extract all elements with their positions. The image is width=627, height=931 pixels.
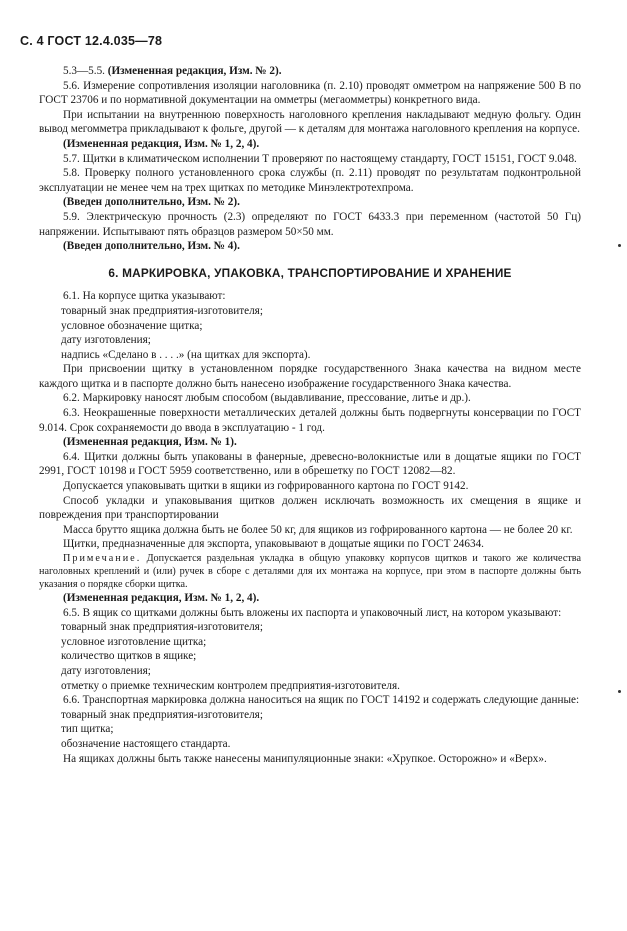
paragraph-5-6-foil: При испытании на внутреннюю поверхность наголовного крепления накладывают медную фольгу. Один вывод мегомметра прикладывают к фольге, другой — к деталям для монтажа наголовного крепления на корпусе. — [39, 108, 581, 136]
list-item-6-6: обозначение настоящего стандарта. — [61, 737, 231, 750]
edition-note-6-4 — [39, 591, 581, 606]
list-item-6-1: условное обозначение щитка; — [61, 319, 203, 332]
list-item-6-5: условное изготовление щитка; — [61, 635, 207, 648]
paragraph-5-9: 5.9. Электрическую прочность (2.3) определяют по ГОСТ 6433.3 при переменном (частотой 50 Гц) напряжении. Испытывают пять образцов размером 50×50 мм. — [39, 210, 581, 238]
paragraph-6-4: 6.4. Щитки должны быть упакованы в фанерные, древесно-волокнистые или в дощатые ящики по ГОСТ 2991, ГОСТ 10198 и ГОСТ 5959 соответственно, или в обрешетку по ГОСТ 12082—82. — [39, 450, 581, 478]
list-item-6-5: дату изготовления; — [61, 664, 151, 677]
paragraph-6-4-export: Щитки, предназначенные для экспорта, упаковывают в дощатые ящики по ГОСТ 24634. — [63, 538, 484, 551]
scan-dot — [618, 244, 621, 247]
list-item-6-6: тип щитка; — [61, 723, 114, 736]
list-item-6-5: товарный знак предприятия-изготовителя; — [61, 621, 263, 634]
list-item-6-1: товарный знак предприятия-изготовителя; — [61, 304, 263, 317]
list-item-6-1: надпись «Сделано в . . . .» (на щитках для экспорта). — [61, 348, 311, 361]
paragraph-6-6-signs: На ящиках должны быть также нанесены манипуляционные знаки: «Хрупкое. Осторожно» и «Верх». — [63, 752, 547, 765]
edition-note-5-9 — [39, 239, 581, 254]
edition-note: (Введен дополнительно, Изм. № 4). — [63, 240, 240, 253]
paragraph-6-2: 6.2. Маркировку наносят любым способом (выдавливание, прессование, литье и др.). — [63, 392, 471, 405]
document-body — [39, 64, 581, 766]
paragraph-6-5: 6.5. В ящик со щитками должны быть вложены их паспорта и упаковочный лист, на котором указывают: — [63, 606, 562, 619]
paragraph-5-3-5-5 — [39, 64, 581, 79]
list-item-6-5: количество щитков в ящике; — [61, 650, 197, 663]
paragraph-6-4-packing: Способ укладки и упаковывания щитков должен исключать возможность их смещения в ящике и повреждения при транспортировании — [39, 494, 581, 522]
paragraph-6-1-quality-mark: При присвоении щитку в установленном порядке государственного Знака качества на видном месте каждого щитка и в паспорте должно быть нанесено изображение государственного Знака качества. — [39, 363, 581, 390]
note-text: Допускается раздельная укладка в общую упаковку корпусов щитков и такого же количества наголовных креплений и (или) ручек в сборе с деталями для их монтажа на корпусе, при этом в паспорте должны быть указания о порядке сборки щитка. — [39, 553, 581, 590]
list-item-6-5: отметку о приемке техническим контролем предприятия-изготовителя. — [61, 679, 400, 692]
note-label: Примечание. — [63, 553, 142, 564]
paragraph-6-3: 6.3. Неокрашенные поверхности металлических деталей должны быть подвергнуты консервации по ГОСТ 9.014. Срок сохраняемости до ввода в эксплуатацию - 1 год. — [39, 407, 581, 434]
edition-note: (Измененная редакция, Изм. № 2). — [107, 65, 282, 77]
paragraph-6-6: 6.6. Транспортная маркировка должна наноситься на ящик по ГОСТ 14192 и содержать следующие данные: — [63, 694, 580, 707]
paragraph-5-8: 5.8. Проверку полного установленного срока службы (п. 2.11) проводят по результатам подконтрольной эксплуатации не менее чем на трех щитках по методике Минэлектротехпрома. — [39, 167, 581, 194]
paragraph-6-4-mass: Масса брутто ящика должна быть не более 50 кг, для ящиков из гофрированного картона — не более 20 кг. — [63, 523, 573, 536]
clause-number: 5.3—5.5. — [63, 65, 105, 77]
paragraph-6-4-cardboard: Допускается упаковывать щитки в ящики из гофрированного картона по ГОСТ 9142. — [63, 480, 469, 493]
edition-note-5-6 — [39, 137, 581, 152]
edition-note-5-8 — [39, 195, 581, 210]
list-item-6-6: товарный знак предприятия-изготовителя; — [61, 708, 263, 721]
list-item-6-1: дату изготовления; — [61, 334, 151, 347]
section-6-title: 6. МАРКИРОВКА, УПАКОВКА, ТРАНСПОРТИРОВАНИЕ И ХРАНЕНИЕ — [108, 265, 512, 280]
edition-note: (Введен дополнительно, Изм. № 2). — [63, 196, 240, 209]
paragraph-6-1: 6.1. На корпусе щитка указывают: — [63, 290, 226, 303]
paragraph-5-6: 5.6. Измерение сопротивления изоляции наголовника (п. 2.10) проводят омметром на напряжение 500 В по ГОСТ 23706 и по нормативной документации на омметры (мегаомметры) конкретного вида. — [39, 79, 581, 107]
page-header: С. 4 ГОСТ 12.4.035—78 — [20, 34, 163, 48]
edition-note: (Измененная редакция, Изм. № 1, 2, 4). — [63, 137, 260, 150]
edition-note-6-3 — [39, 435, 581, 450]
edition-note: (Измененная редакция, Изм. № 1). — [63, 436, 237, 449]
scan-dot — [618, 690, 621, 693]
note-6-4 — [39, 552, 581, 591]
paragraph-5-7: 5.7. Щитки в климатическом исполнении Т проверяют по настоящему стандарту, ГОСТ 15151, ГОСТ 9.048. — [63, 152, 577, 165]
edition-note: (Измененная редакция, Изм. № 1, 2, 4). — [63, 592, 260, 604]
